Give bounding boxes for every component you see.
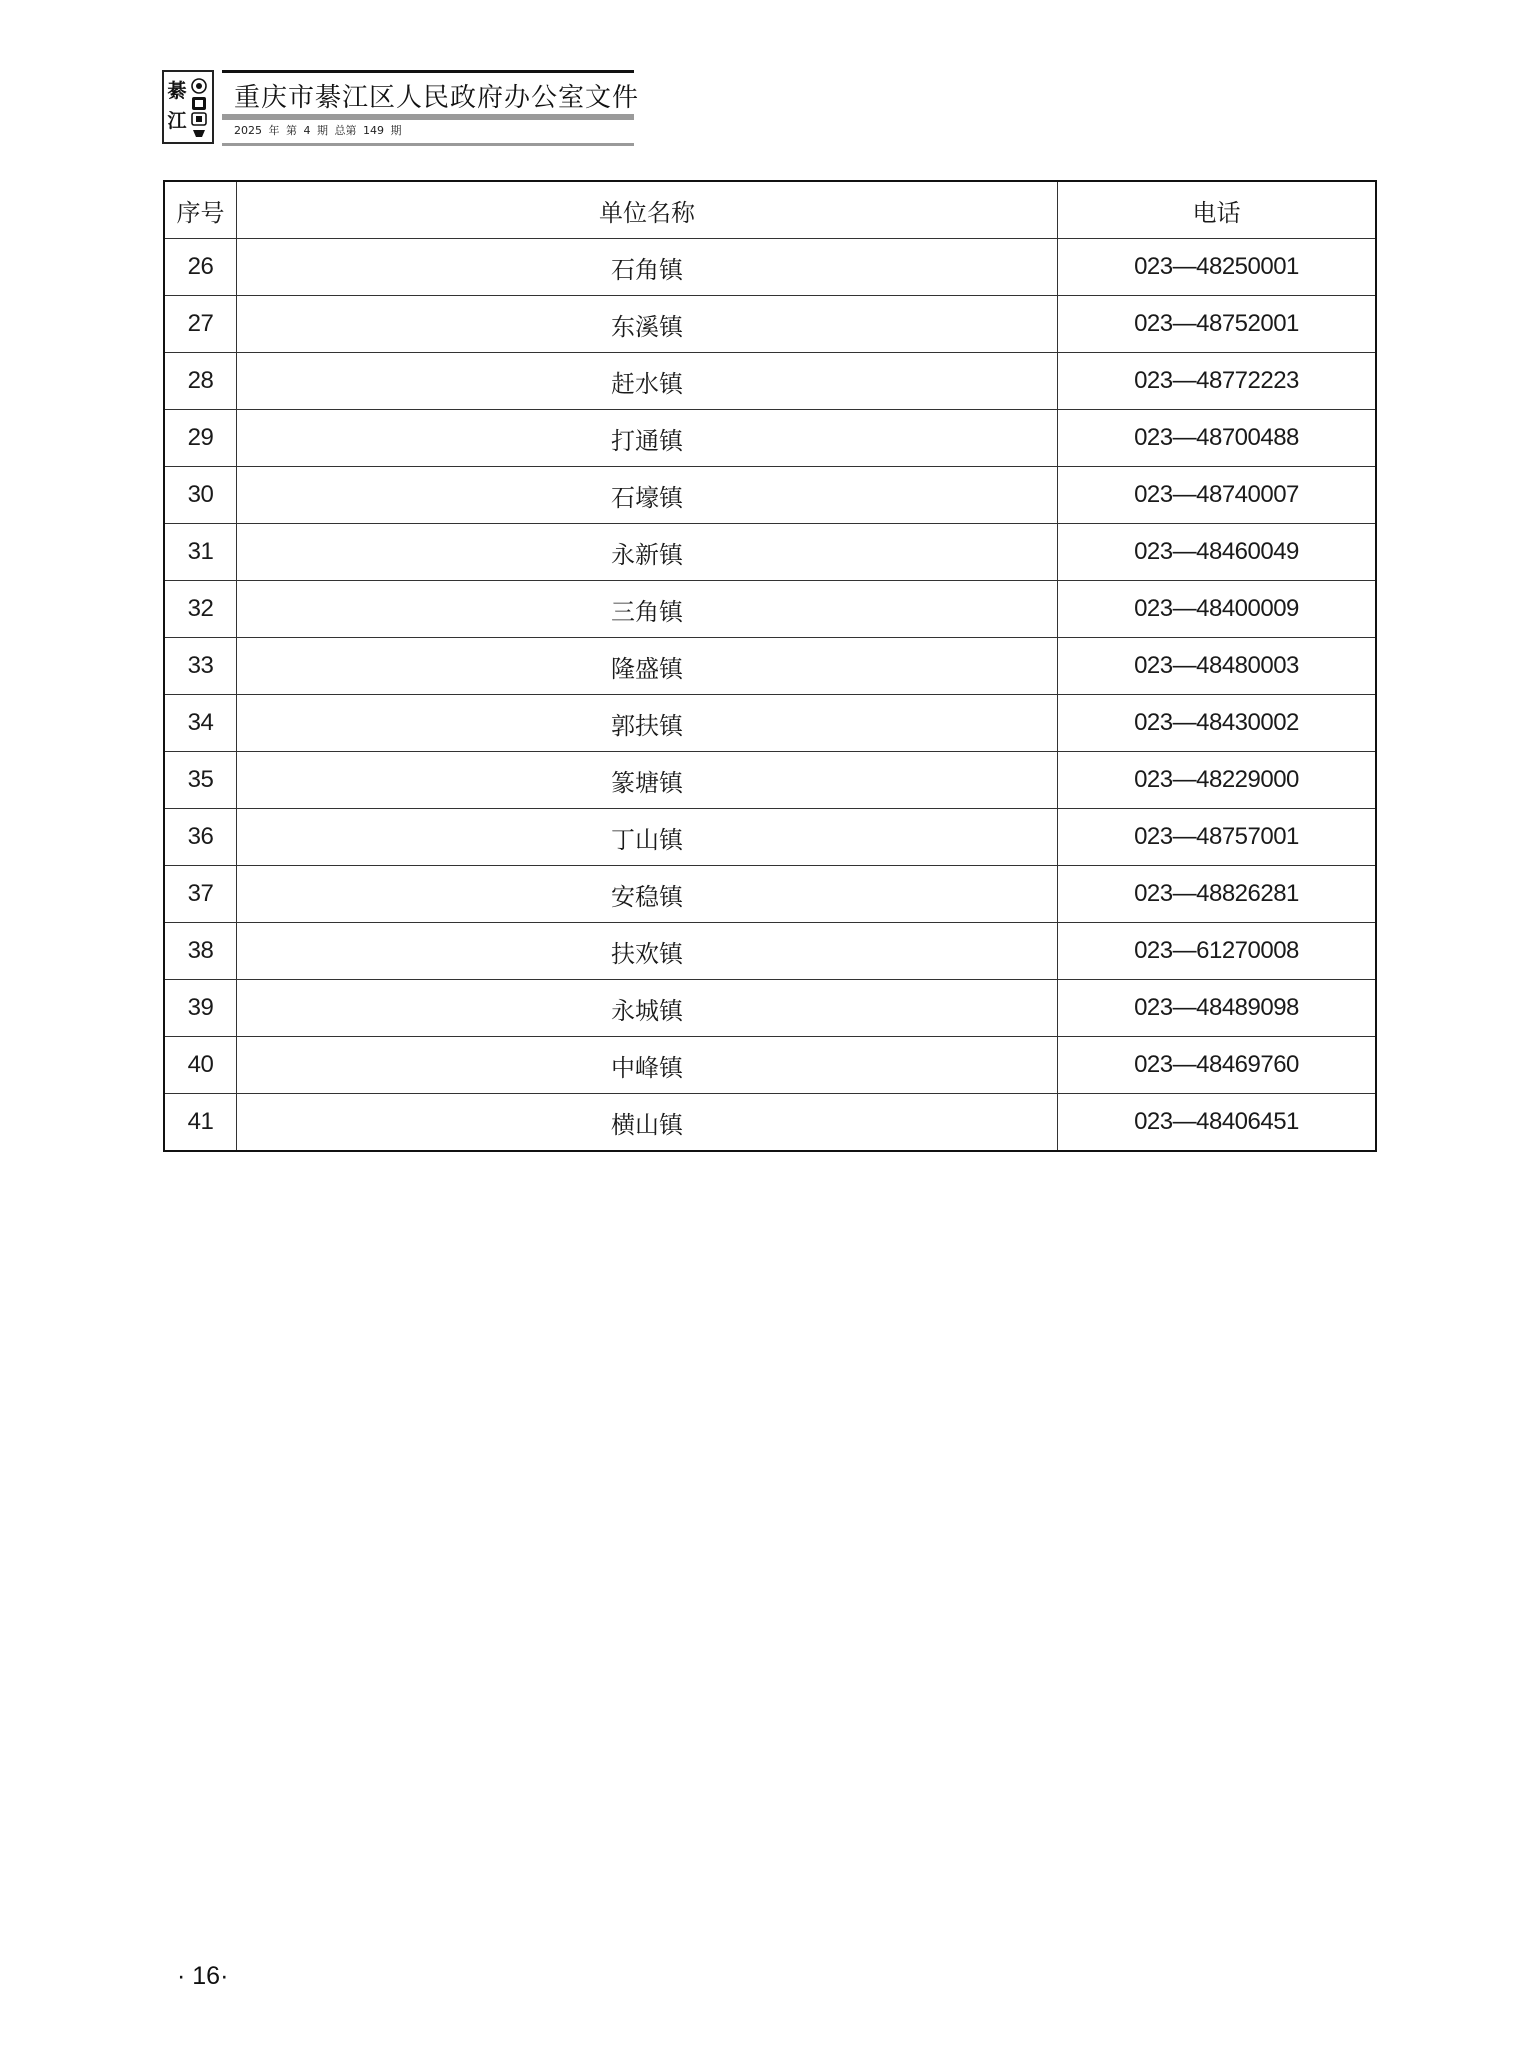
- row-phone: 023—61270008: [1058, 923, 1377, 980]
- logo-text: 綦江: [167, 80, 187, 132]
- table-row: [164, 1094, 1376, 1152]
- table-row: [164, 581, 1376, 638]
- row-unit-name: 石壕镇: [237, 467, 1058, 524]
- header-bottom-rule: [222, 143, 634, 146]
- document-header: [162, 68, 640, 148]
- row-phone: 023—48460049: [1058, 524, 1377, 581]
- table-row: [164, 695, 1376, 752]
- row-seq: 40: [164, 1037, 237, 1094]
- table-row: [164, 410, 1376, 467]
- table-row: [164, 1037, 1376, 1094]
- row-unit-name: 东溪镇: [237, 296, 1058, 353]
- row-phone: 023—48489098: [1058, 980, 1377, 1037]
- row-unit-name: 郭扶镇: [237, 695, 1058, 752]
- row-phone: 023—48250001: [1058, 239, 1377, 296]
- contact-directory-table: [163, 180, 1377, 1152]
- row-seq: 36: [164, 809, 237, 866]
- row-seq: 39: [164, 980, 237, 1037]
- row-seq: 32: [164, 581, 237, 638]
- table-row: [164, 524, 1376, 581]
- row-phone: 023—48406451: [1058, 1094, 1377, 1152]
- row-unit-name: 打通镇: [237, 410, 1058, 467]
- table-row: [164, 809, 1376, 866]
- row-unit-name: 横山镇: [237, 1094, 1058, 1152]
- table-row: [164, 467, 1376, 524]
- row-unit-name: 石角镇: [237, 239, 1058, 296]
- row-phone: 023—48826281: [1058, 866, 1377, 923]
- row-unit-name: 丁山镇: [237, 809, 1058, 866]
- table-row: [164, 923, 1376, 980]
- row-seq: 38: [164, 923, 237, 980]
- column-header-unit-name: 单位名称: [237, 181, 1058, 239]
- table-row: [164, 752, 1376, 809]
- row-unit-name: 赶水镇: [237, 353, 1058, 410]
- row-seq: 37: [164, 866, 237, 923]
- row-unit-name: 永新镇: [237, 524, 1058, 581]
- row-seq: 29: [164, 410, 237, 467]
- row-seq: 35: [164, 752, 237, 809]
- row-seq: 30: [164, 467, 237, 524]
- table-row: [164, 296, 1376, 353]
- row-unit-name: 永城镇: [237, 980, 1058, 1037]
- issue-info: 2025 年 第 4 期 总第 149 期: [234, 124, 402, 137]
- row-phone: 023—48430002: [1058, 695, 1377, 752]
- row-unit-name: 三角镇: [237, 581, 1058, 638]
- row-phone: 023—48400009: [1058, 581, 1377, 638]
- row-seq: 28: [164, 353, 237, 410]
- table-body: [164, 239, 1376, 1152]
- table-row: [164, 353, 1376, 410]
- row-unit-name: 扶欢镇: [237, 923, 1058, 980]
- column-header-phone: 电话: [1058, 181, 1377, 239]
- row-unit-name: 中峰镇: [237, 1037, 1058, 1094]
- page-number: · 16·: [177, 1962, 229, 1990]
- row-phone: 023—48700488: [1058, 410, 1377, 467]
- row-phone: 023—48752001: [1058, 296, 1377, 353]
- row-phone: 023—48740007: [1058, 467, 1377, 524]
- row-phone: 023—48772223: [1058, 353, 1377, 410]
- document-title: 重庆市綦江区人民政府办公室文件: [234, 83, 640, 113]
- qijiang-logo: [162, 70, 214, 144]
- row-phone: 023—48757001: [1058, 809, 1377, 866]
- table-row: [164, 638, 1376, 695]
- table-row: [164, 980, 1376, 1037]
- row-seq: 34: [164, 695, 237, 752]
- table-header-row: [164, 181, 1376, 239]
- row-phone: 023—48229000: [1058, 752, 1377, 809]
- column-header-seq: 序号: [164, 181, 237, 239]
- table-row: [164, 866, 1376, 923]
- row-seq: 33: [164, 638, 237, 695]
- row-unit-name: 篆塘镇: [237, 752, 1058, 809]
- row-seq: 31: [164, 524, 237, 581]
- header-top-rule: [222, 70, 634, 73]
- row-seq: 26: [164, 239, 237, 296]
- row-unit-name: 隆盛镇: [237, 638, 1058, 695]
- row-unit-name: 安稳镇: [237, 866, 1058, 923]
- header-gray-band: [222, 114, 634, 120]
- table-row: [164, 239, 1376, 296]
- row-phone: 023—48469760: [1058, 1037, 1377, 1094]
- row-seq: 27: [164, 296, 237, 353]
- row-phone: 023—48480003: [1058, 638, 1377, 695]
- row-seq: 41: [164, 1094, 237, 1152]
- seal-emblem-icon: [189, 77, 209, 139]
